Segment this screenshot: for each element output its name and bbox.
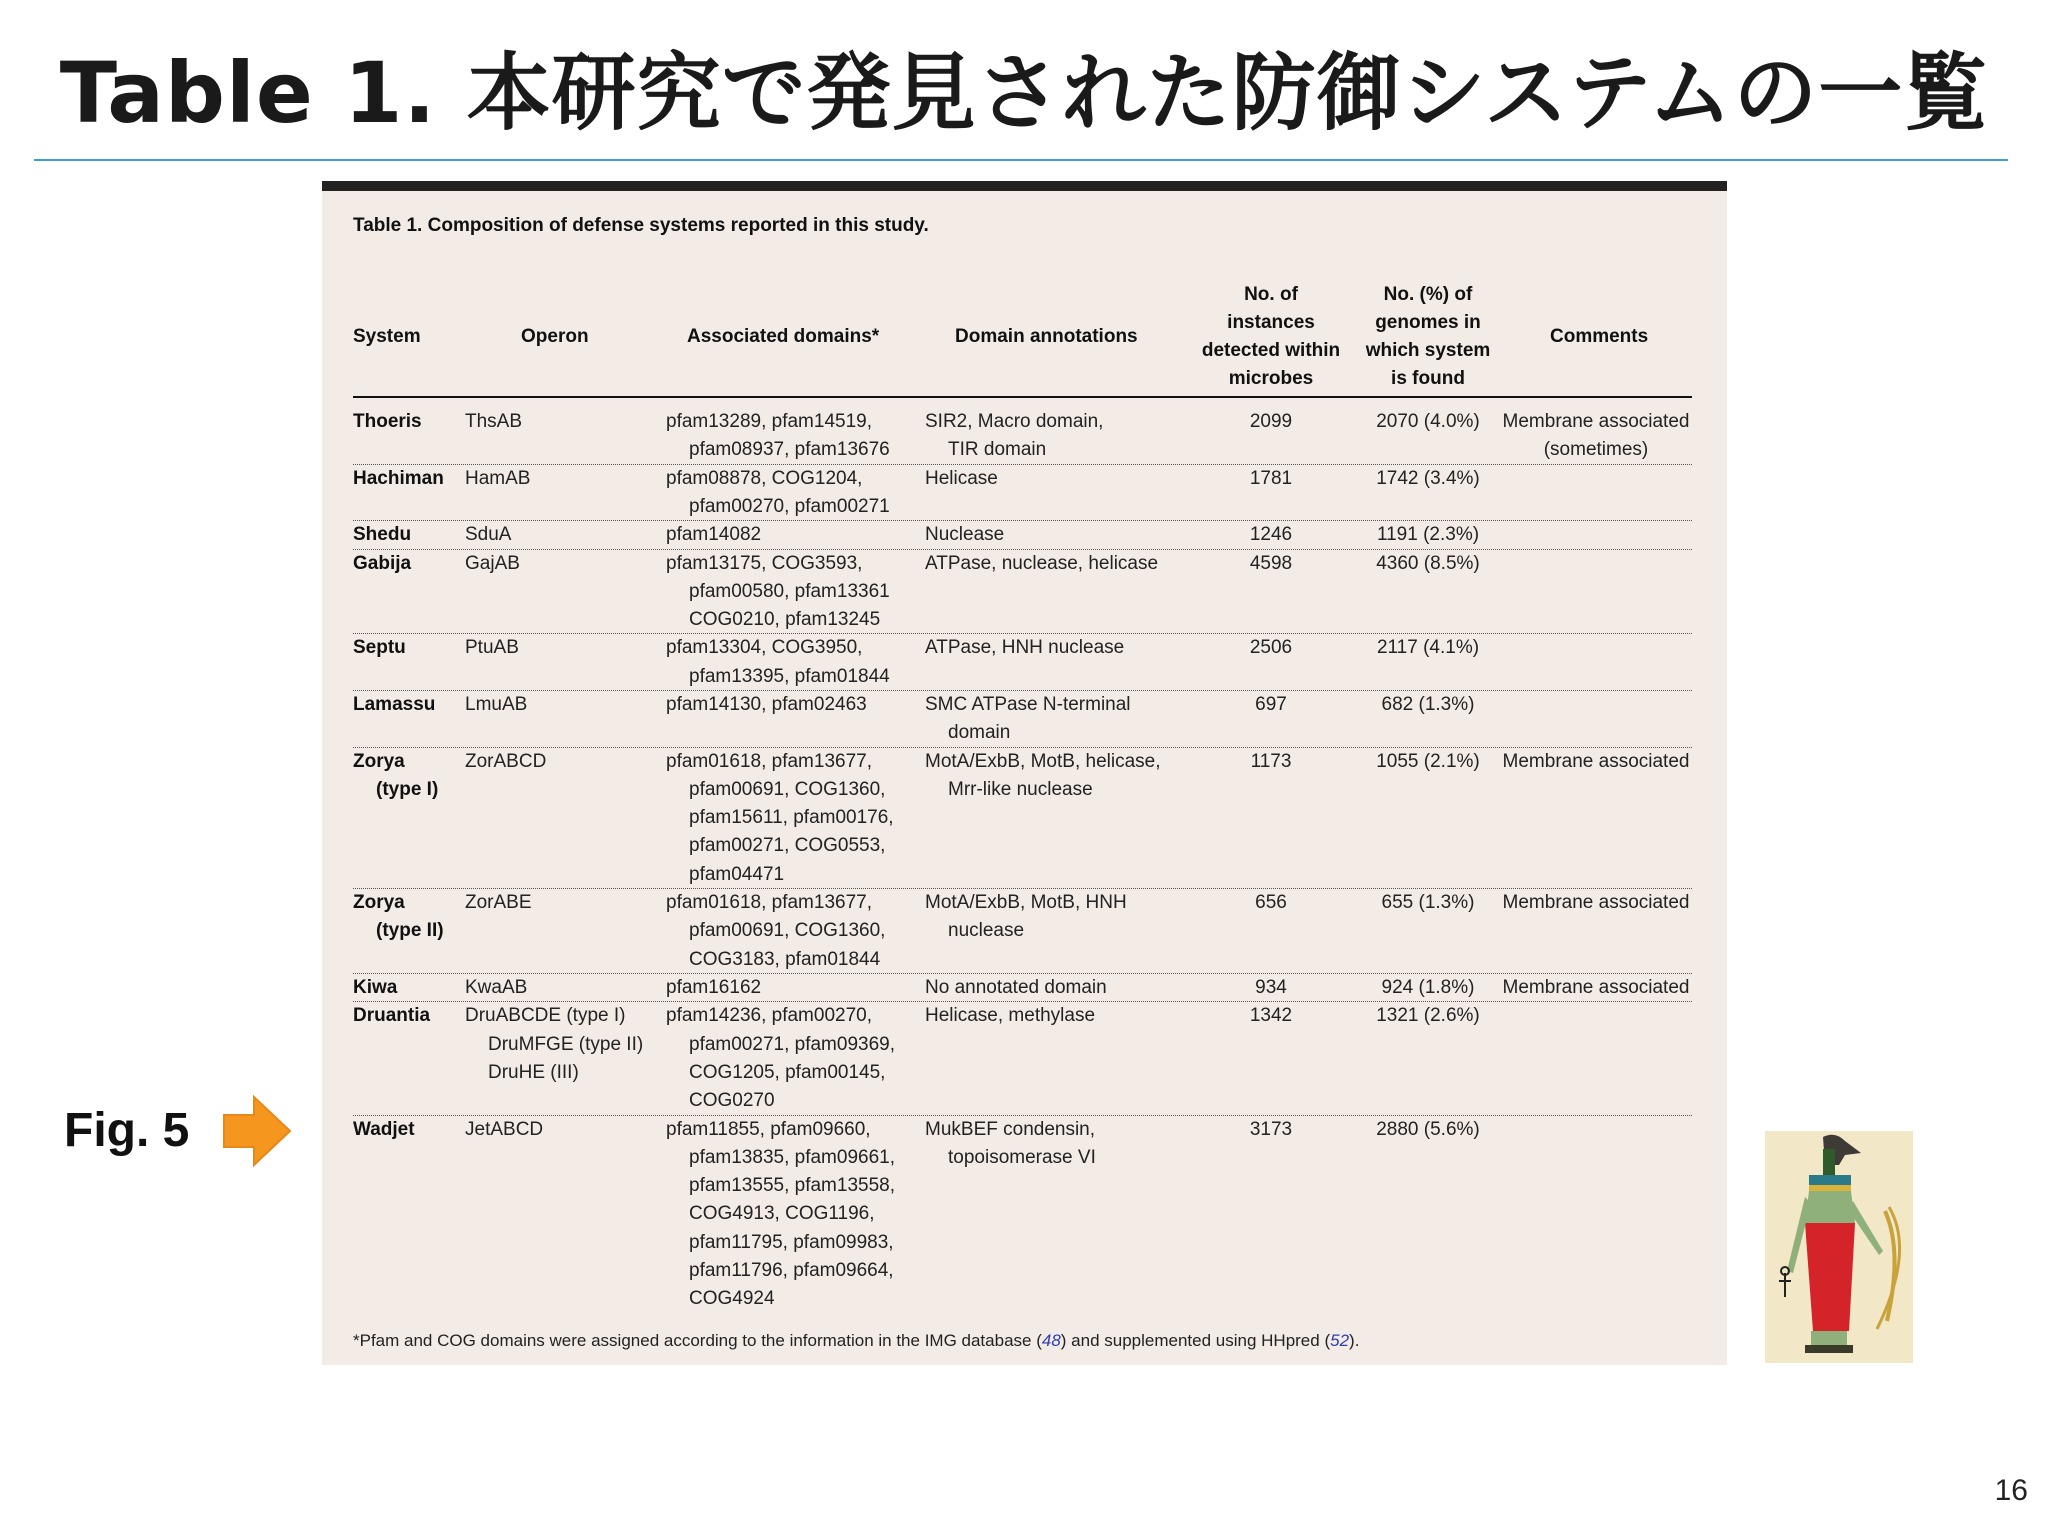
table-cell-system	[353, 1116, 463, 1144]
header-rule	[353, 396, 1692, 398]
table-cell-system	[353, 550, 463, 578]
cell-line: domain	[948, 722, 1011, 744]
cell-line: 1191 (2.3%)	[1376, 524, 1480, 546]
cell-line: KwaAB	[465, 977, 528, 998]
table-cell-operon	[465, 691, 655, 719]
cell-line: 1742 (3.4%)	[1376, 467, 1480, 489]
table-cell-annotations	[925, 974, 1180, 1002]
cell-line: SIR2, Macro domain,	[925, 411, 1104, 432]
cell-line: No annotated domain	[925, 977, 1107, 998]
cell-line: pfam00691, COG1360,	[689, 778, 886, 800]
table-cell-genomes	[1353, 748, 1503, 776]
header-instances-line: No. of	[1244, 284, 1298, 305]
cell-line: MukBEF condensin,	[925, 1118, 1096, 1140]
cell-line: Kiwa	[353, 977, 398, 998]
cell-line: pfam04471	[689, 863, 785, 885]
cell-line: ZorABE	[465, 892, 532, 914]
table-cell-system	[353, 748, 463, 805]
table-cell-domains	[666, 550, 926, 635]
table-cell-annotations	[925, 691, 1180, 748]
cell-line: (type I)	[376, 778, 439, 800]
table-cell-genomes	[1353, 889, 1503, 917]
header-genomes-line: No. (%) of	[1383, 284, 1473, 305]
cell-line: 1342	[1249, 1005, 1293, 1027]
table-cell-system	[353, 408, 463, 436]
footnote-text: ).	[1349, 1331, 1360, 1350]
table-cell-instances	[1186, 974, 1356, 1002]
table-cell-operon	[465, 465, 655, 493]
table-cell-domains	[666, 1116, 926, 1314]
table-cell-instances	[1186, 889, 1356, 917]
table-caption: Table 1. Composition of defense systems reported in this study.	[353, 215, 929, 236]
title-divider	[34, 159, 2008, 161]
cell-line: GajAB	[465, 552, 520, 574]
table-cell-operon	[465, 748, 655, 776]
table-cell-domains	[666, 465, 926, 522]
cell-line: 1246	[1249, 524, 1293, 546]
cell-line: Wadjet	[353, 1118, 415, 1140]
cell-line: 4598	[1249, 552, 1293, 574]
cell-line: COG0210, pfam13245	[689, 609, 881, 631]
cell-line: 682 (1.3%)	[1381, 694, 1475, 715]
cell-line: (type II)	[376, 920, 444, 942]
cell-line: SduA	[465, 524, 512, 546]
table-cell-instances	[1186, 550, 1356, 578]
table-cell-genomes	[1353, 974, 1503, 1002]
table-cell-genomes	[1353, 521, 1503, 549]
cell-line: Thoeris	[353, 411, 422, 432]
table-cell-domains	[666, 634, 926, 691]
header-domain-annotations: Domain annotations	[955, 326, 1138, 347]
cell-line: pfam00691, COG1360,	[689, 920, 886, 942]
cell-line: 934	[1255, 977, 1287, 998]
cell-line: ATPase, nuclease, helicase	[925, 552, 1159, 574]
cell-line: 2117 (4.1%)	[1376, 637, 1480, 659]
cell-line: pfam13304, COG3950,	[666, 637, 863, 659]
table-cell-annotations	[925, 465, 1180, 493]
table-cell-system	[353, 521, 463, 549]
cell-line: Nuclease	[925, 524, 1005, 546]
table-cell-domains	[666, 691, 926, 719]
table-cell-operon	[465, 1116, 655, 1144]
cell-line: pfam00271, pfam09369,	[689, 1033, 895, 1055]
table-cell-genomes	[1353, 634, 1503, 662]
cell-line: 1781	[1249, 467, 1293, 489]
table-cell-genomes	[1353, 465, 1503, 493]
cell-line: pfam00580, pfam13361	[689, 580, 890, 602]
table-cell-genomes	[1353, 1002, 1503, 1030]
table-cell-domains	[666, 1002, 926, 1115]
cell-line: Gabija	[353, 552, 412, 574]
slide-title: Table 1. 本研究で発見された防御システムの一覧	[59, 44, 1989, 142]
table-cell-annotations	[925, 634, 1180, 662]
cell-line: HamAB	[465, 467, 531, 489]
cell-line: pfam13175, COG3593,	[666, 552, 863, 574]
cell-line: Lamassu	[353, 694, 436, 715]
cell-line: SMC ATPase N-terminal	[925, 694, 1131, 715]
right-arrow-icon	[220, 1093, 292, 1169]
header-instances	[1186, 281, 1356, 393]
table-cell-annotations	[925, 1002, 1180, 1030]
table-cell-instances	[1186, 748, 1356, 776]
table-cell-instances	[1186, 521, 1356, 549]
cell-line: pfam08878, COG1204,	[666, 467, 863, 489]
table-panel	[322, 181, 1727, 1365]
reference-link[interactable]: 52	[1330, 1331, 1350, 1350]
cell-line: 1321 (2.6%)	[1376, 1005, 1480, 1027]
egyptian-deity-illustration	[1765, 1131, 1913, 1363]
table-cell-comments	[1500, 889, 1692, 917]
cell-line: 656	[1255, 892, 1287, 914]
table-cell-comments	[1500, 748, 1692, 776]
table-cell-instances	[1186, 1116, 1356, 1144]
table-cell-annotations	[925, 1116, 1180, 1173]
page-number: 16	[1994, 1474, 2028, 1507]
cell-line: 924 (1.8%)	[1381, 977, 1475, 998]
header-instances-line: instances	[1227, 312, 1315, 333]
cell-line: 655 (1.3%)	[1381, 892, 1475, 914]
cell-line: pfam08937, pfam13676	[689, 439, 890, 461]
table-cell-system	[353, 889, 463, 946]
table-cell-operon	[465, 634, 655, 662]
cell-line: COG4913, COG1196,	[689, 1203, 875, 1225]
cell-line: 2880 (5.6%)	[1376, 1118, 1480, 1140]
cell-line: ThsAB	[465, 411, 523, 432]
table-cell-domains	[666, 974, 926, 1002]
cell-line: pfam00271, COG0553,	[689, 835, 886, 857]
cell-line: Shedu	[353, 524, 412, 546]
cell-line: MotA/ExbB, MotB, HNH	[925, 892, 1127, 914]
cell-line: 3173	[1249, 1118, 1293, 1140]
table-cell-domains	[666, 748, 926, 889]
cell-line: pfam16162	[666, 977, 762, 998]
header-genomes	[1353, 281, 1503, 393]
cell-line: Membrane associated	[1502, 411, 1690, 432]
cell-line: 2099	[1249, 411, 1293, 432]
table-cell-annotations	[925, 748, 1180, 805]
table-cell-domains	[666, 408, 926, 465]
cell-line: 2070 (4.0%)	[1376, 411, 1480, 432]
cell-line: pfam14130, pfam02463	[666, 694, 867, 715]
table-cell-instances	[1186, 408, 1356, 436]
table-cell-system	[353, 634, 463, 662]
cell-line: Hachiman	[353, 467, 444, 489]
table-cell-operon	[465, 521, 655, 549]
cell-line: pfam11855, pfam09660,	[666, 1118, 871, 1140]
cell-line: (sometimes)	[1543, 439, 1649, 461]
cell-line: 1173	[1250, 750, 1292, 772]
cell-line: Mrr-like nuclease	[948, 778, 1093, 800]
table-cell-domains	[666, 889, 926, 974]
cell-line: DruMFGE (type II)	[488, 1033, 644, 1055]
cell-line: pfam14082	[666, 524, 762, 546]
table-cell-annotations	[925, 550, 1180, 578]
cell-line: pfam15611, pfam00176,	[689, 807, 894, 829]
cell-line: DruABCDE (type I)	[465, 1005, 626, 1027]
cell-line: Membrane associated	[1502, 977, 1690, 998]
table-cell-operon	[465, 974, 655, 1002]
cell-line: LmuAB	[465, 694, 528, 715]
cell-line: COG0270	[689, 1090, 775, 1112]
cell-line: COG1205, pfam00145,	[689, 1061, 886, 1083]
table-cell-domains	[666, 521, 926, 549]
table-cell-annotations	[925, 889, 1180, 946]
table-cell-genomes	[1353, 691, 1503, 719]
cell-line: pfam01618, pfam13677,	[666, 892, 872, 914]
table-cell-annotations	[925, 408, 1180, 465]
table-cell-comments	[1500, 974, 1692, 1002]
cell-line: Septu	[353, 637, 406, 659]
table-cell-operon	[465, 889, 655, 917]
cell-line: pfam13555, pfam13558,	[689, 1175, 895, 1197]
table-cell-instances	[1186, 465, 1356, 493]
cell-line: MotA/ExbB, MotB, helicase,	[925, 750, 1161, 772]
table-cell-instances	[1186, 1002, 1356, 1030]
header-associated-domains: Associated domains*	[687, 326, 880, 347]
cell-line: COG4924	[689, 1288, 775, 1310]
table-cell-operon	[465, 408, 655, 436]
figure-label: Fig. 5	[64, 1104, 190, 1157]
cell-line: ATPase, HNH nuclease	[925, 637, 1125, 659]
cell-line: DruHE (III)	[488, 1061, 579, 1083]
cell-line: Membrane associated	[1502, 750, 1690, 772]
header-instances-line: detected within	[1201, 340, 1341, 361]
table-cell-operon	[465, 550, 655, 578]
table-cell-operon	[465, 1002, 655, 1087]
cell-line: Druantia	[353, 1005, 431, 1027]
cell-line: Helicase, methylase	[925, 1005, 1096, 1027]
cell-line: 697	[1255, 694, 1287, 715]
cell-line: topoisomerase VI	[948, 1146, 1096, 1168]
cell-line: nuclease	[948, 920, 1025, 942]
cell-line: ZorABCD	[465, 750, 547, 772]
header-genomes-line: genomes in	[1375, 312, 1481, 333]
cell-line: Zorya	[353, 892, 405, 914]
table-cell-genomes	[1353, 550, 1503, 578]
table-cell-system	[353, 1002, 463, 1030]
cell-line: pfam01618, pfam13677,	[666, 750, 872, 772]
table-cell-comments	[1500, 408, 1692, 465]
cell-line: pfam11796, pfam09664,	[689, 1259, 894, 1281]
header-genomes-line: is found	[1391, 368, 1465, 389]
header-system: System	[353, 326, 421, 347]
table-cell-system	[353, 691, 463, 719]
table-cell-genomes	[1353, 1116, 1503, 1144]
table-footnote	[353, 1331, 1359, 1351]
footnote-text: ) and supplemented using HHpred (	[1060, 1331, 1331, 1350]
cell-line: JetABCD	[465, 1118, 544, 1140]
cell-line: pfam14236, pfam00270,	[666, 1005, 872, 1027]
table-cell-instances	[1186, 634, 1356, 662]
cell-line: PtuAB	[465, 637, 519, 659]
cell-line: pfam13835, pfam09661,	[689, 1146, 895, 1168]
cell-line: pfam11795, pfam09983,	[689, 1231, 894, 1253]
footnote-text: *Pfam and COG domains were assigned according to the information in the IMG database (	[353, 1331, 1042, 1350]
cell-line: pfam00270, pfam00271	[689, 495, 890, 517]
header-instances-line: microbes	[1228, 368, 1314, 389]
header-comments: Comments	[1550, 326, 1649, 347]
header-genomes-line: which system	[1365, 340, 1491, 361]
cell-line: pfam13395, pfam01844	[689, 665, 890, 687]
header-operon: Operon	[521, 326, 589, 347]
cell-line: Zorya	[353, 750, 405, 772]
table-cell-system	[353, 465, 463, 493]
cell-line: 1055 (2.1%)	[1376, 750, 1480, 772]
cell-line: pfam13289, pfam14519,	[666, 411, 872, 432]
cell-line: Membrane associated	[1502, 892, 1690, 914]
cell-line: 4360 (8.5%)	[1376, 552, 1480, 574]
table-cell-system	[353, 974, 463, 1002]
table-header	[353, 281, 1692, 393]
cell-line: Helicase	[925, 467, 998, 489]
cell-line: COG3183, pfam01844	[689, 948, 881, 970]
reference-link[interactable]: 48	[1041, 1331, 1061, 1350]
table-cell-annotations	[925, 521, 1180, 549]
cell-line: 2506	[1249, 637, 1293, 659]
table-cell-genomes	[1353, 408, 1503, 436]
table-cell-instances	[1186, 691, 1356, 719]
cell-line: TIR domain	[948, 439, 1047, 461]
